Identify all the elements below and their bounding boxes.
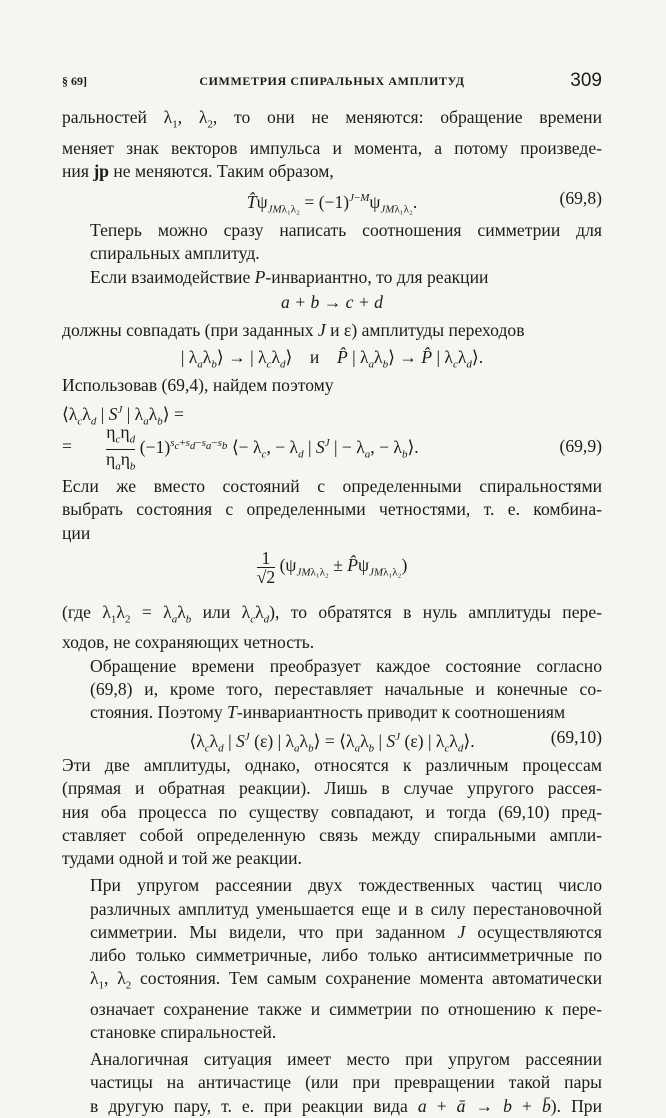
paragraph-10: При упругом рассеянии двух тождественных частиц число различных амплитуд уменьшается еще и в силу перестановочной симметрии. Мы видели, что при заданном J осуществляются либо только симметричные, либо только антисимметричные по $\lambda_1$, $\lambda_2$ состояния. Тем самым сохранение момента автоматически означает сохранение также и симметрии по отношению к пере- становке спиральностей. <box>90 875 602 1043</box>
paragraph-9: Эти две амплитуды, однако, относятся к различным процессам (прямая и обратная реакции). Лишь в случае упругого рассея- ния оба процесса по существу совпадают, и тогда (69,10) пред- ставляет собой определенную связь между спиральными ампли- тудами одной и той же реакции. <box>62 755 602 869</box>
eta-fraction: $\frac{\eta_c\eta_d}{\eta_a\eta_b}$ <box>106 423 135 475</box>
paragraph-3: Если взаимодействие P-инвариантно, то для реакции <box>90 266 489 287</box>
page-number: 309 <box>570 70 602 91</box>
paragraph-1: ральностей $\lambda_1$, $\lambda_2$, то они не меняются: обращение времени меняет знак векторов импульса и момента, а потому произведе- ния jp не меняются. Таким образом, <box>62 107 602 181</box>
paragraph-7: (где $\lambda_1\lambda_2 = \lambda_a\lambda_b$ или $\lambda_c\lambda_d$), то обратятся в нуль амплитуды пере- ходов, не сохраняющих четность. <box>62 601 602 653</box>
page-body <box>62 106 602 1118</box>
equation-69-8: $T̂\psi_{JM\lambda_1\lambda_2} = (-1)^{J-M}\psi_{JM\lambda_1\lambda_2}$. (69,8) <box>246 188 602 216</box>
equation-combination: $\frac{1}{√2}$ ($\psi_{JM\lambda_1\lambda_2}$ ± $P̂\psi_{JM\lambda_1\lambda_2}$) <box>256 547 408 587</box>
paragraph-2: Теперь можно сразу написать соотношения симметрии для спиральных амплитуд. <box>90 220 602 264</box>
equation-69-9-line1: $⟨\lambda_c\lambda_d$ | $S^J$ | $\lambda_a\lambda_b⟩$ = <box>62 404 184 428</box>
equation-69-9-line2: = $\frac{\eta_c\eta_d}{\eta_a\eta_b}$ $(-1)^{s_c+s_d-s_a-s_b}$ ⟨− $\lambda_c$, − $\lambda_d$ | $S^J$ | − $\lambda_a$, − $\lambda_b⟩$. (69,9) <box>62 423 602 475</box>
paragraph-11: Аналогичная ситуация имеет место при упругом рассеянии частицы на античастице (или при превращении такой пары в другую пару, т. е. при реакции вида a + ā → b + b̄). При <box>90 1049 602 1116</box>
paragraph-4: должны совпадать (при заданных J и ε) амплитуды переходов <box>62 319 525 340</box>
running-header <box>62 70 602 96</box>
paragraph-8: Обращение времени преобразует каждое состояние согласно (69,8) и, кроме того, переставляет начальные и конечные со- стояния. Поэтому T-инвариантность приводит к соотношениям <box>90 655 602 723</box>
equation-number: (69,9) <box>559 436 602 457</box>
section-marker: § 69] <box>62 74 87 88</box>
equation-number: (69,8) <box>559 188 602 209</box>
equation-transitions: | $\lambda_a\lambda_b⟩$ → | $\lambda_c\lambda_d⟩$ и P̂ | $\lambda_a\lambda_b⟩$ → P̂ | $\lambda_c\lambda_d⟩$. <box>180 346 484 371</box>
paragraph-5: Использовав (69,4), найдем поэтому <box>62 374 334 395</box>
equation-reaction: a + b → c + d <box>281 291 383 312</box>
running-title: СИММЕТРИЯ СПИРАЛЬНЫХ АМПЛИТУД <box>199 74 465 88</box>
equation-number: (69,10) <box>550 727 602 748</box>
equation-69-10: $⟨\lambda_c\lambda_d$ | $S^J$ (ε) | $\lambda_a\lambda_b⟩$ = $⟨\lambda_a\lambda_b$ | $S^J$ (ε) | $\lambda_c\lambda_d⟩$. (69,10) <box>189 727 602 755</box>
paragraph-6: Если же вместо состояний с определенными спиральностями выбрать состояния с определенными четностями, т. е. комбина- ции <box>62 476 602 543</box>
